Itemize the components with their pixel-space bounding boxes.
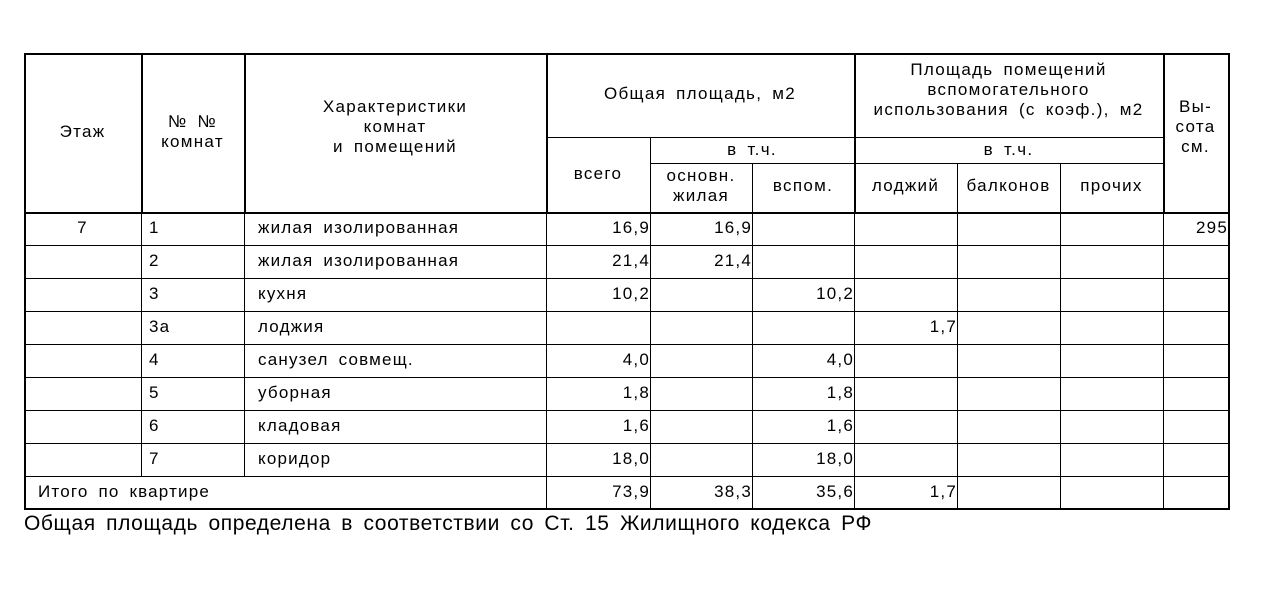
header-characteristics: Характеристики комнат и помещений — [322, 97, 468, 156]
totals-main: 38,3 — [714, 482, 752, 501]
header-main-living: основн. жилая — [666, 166, 736, 205]
cell-area-all: 1,8 — [622, 383, 650, 402]
header-incl-aux: в т.ч. — [983, 140, 1034, 159]
row-line — [24, 344, 1228, 345]
cell-room-name: жилая изолированная — [258, 218, 460, 237]
cell-height: 295 — [1196, 218, 1228, 237]
row-line — [24, 245, 1228, 246]
cell-room-number: 7 — [149, 449, 160, 468]
header-col-line — [546, 53, 548, 212]
cell-loggia: 1,7 — [929, 317, 957, 336]
header-height: Вы- сота см. — [1175, 97, 1216, 156]
header-line-incl — [650, 163, 1163, 164]
cell-room-number: 3а — [149, 317, 171, 336]
cell-area-all: 10,2 — [612, 284, 650, 303]
row-line — [24, 377, 1228, 378]
table-border-right — [1228, 53, 1230, 508]
body-col-line — [1163, 212, 1164, 476]
table-border-top — [24, 53, 1230, 55]
footnote: Общая площадь определена в соответствии со Ст. 15 Жилищного кодекса РФ — [24, 512, 873, 535]
cell-area-main: 16,9 — [714, 218, 752, 237]
header-loggias: лоджий — [871, 176, 940, 195]
header-line-total-area — [546, 137, 854, 138]
header-balconies: балконов — [966, 176, 1051, 195]
row-line — [24, 278, 1228, 279]
body-col-line — [752, 212, 753, 476]
totals-all: 73,9 — [612, 482, 650, 501]
cell-area-all: 16,9 — [612, 218, 650, 237]
cell-area-aux: 1,6 — [826, 416, 854, 435]
cell-area-all: 21,4 — [612, 251, 650, 270]
cell-room-number: 4 — [149, 350, 160, 369]
cell-floor: 7 — [77, 218, 88, 237]
cell-room-number: 6 — [149, 416, 160, 435]
cell-room-name: лоджия — [258, 317, 325, 336]
cell-area-all: 18,0 — [612, 449, 650, 468]
row-line — [24, 311, 1228, 312]
cell-room-number: 1 — [149, 218, 160, 237]
header-line-aux-area — [854, 137, 1163, 138]
cell-area-aux: 1,8 — [826, 383, 854, 402]
cell-room-name: кладовая — [258, 416, 342, 435]
cell-room-name: санузел совмещ. — [258, 350, 414, 369]
row-line — [24, 410, 1228, 411]
header-total-area: Общая площадь, м2 — [603, 84, 796, 103]
cell-room-name: коридор — [258, 449, 332, 468]
cell-room-name: уборная — [258, 383, 332, 402]
header-all: всего — [573, 164, 623, 183]
header-auxiliary: вспом. — [772, 176, 834, 195]
header-floor: Этаж — [59, 122, 106, 141]
cell-room-name: жилая изолированная — [258, 251, 460, 270]
header-incl-total: в т.ч. — [727, 140, 777, 159]
total-col-line — [957, 476, 958, 508]
body-col-line — [854, 212, 855, 476]
header-aux-area: Площадь помещений вспомогательного использования (с коэф.), м2 — [873, 60, 1144, 119]
cell-area-all: 1,6 — [622, 416, 650, 435]
header-other: прочих — [1080, 176, 1143, 195]
cell-room-number: 2 — [149, 251, 160, 270]
header-bottom-line — [24, 212, 1230, 214]
cell-room-name: кухня — [258, 284, 308, 303]
totals-aux: 35,6 — [816, 482, 854, 501]
cell-room-number: 5 — [149, 383, 160, 402]
cell-area-aux: 18,0 — [816, 449, 854, 468]
cell-area-aux: 10,2 — [816, 284, 854, 303]
body-col-line — [957, 212, 958, 476]
body-col-line — [1060, 212, 1061, 476]
body-col-line — [141, 212, 142, 476]
cell-area-main: 21,4 — [714, 251, 752, 270]
total-col-line — [1163, 476, 1164, 508]
total-col-line — [1060, 476, 1061, 508]
totals-label: Итого по квартире — [38, 482, 211, 501]
cell-room-number: 3 — [149, 284, 160, 303]
cell-area-aux: 4,0 — [826, 350, 854, 369]
cell-area-all: 4,0 — [622, 350, 650, 369]
table-border-bottom — [24, 508, 1230, 510]
header-room-no: № № комнат — [161, 112, 224, 151]
row-line — [24, 476, 1228, 477]
body-col-line — [244, 212, 245, 476]
totals-loggia: 1,7 — [929, 482, 957, 501]
row-line — [24, 443, 1228, 444]
